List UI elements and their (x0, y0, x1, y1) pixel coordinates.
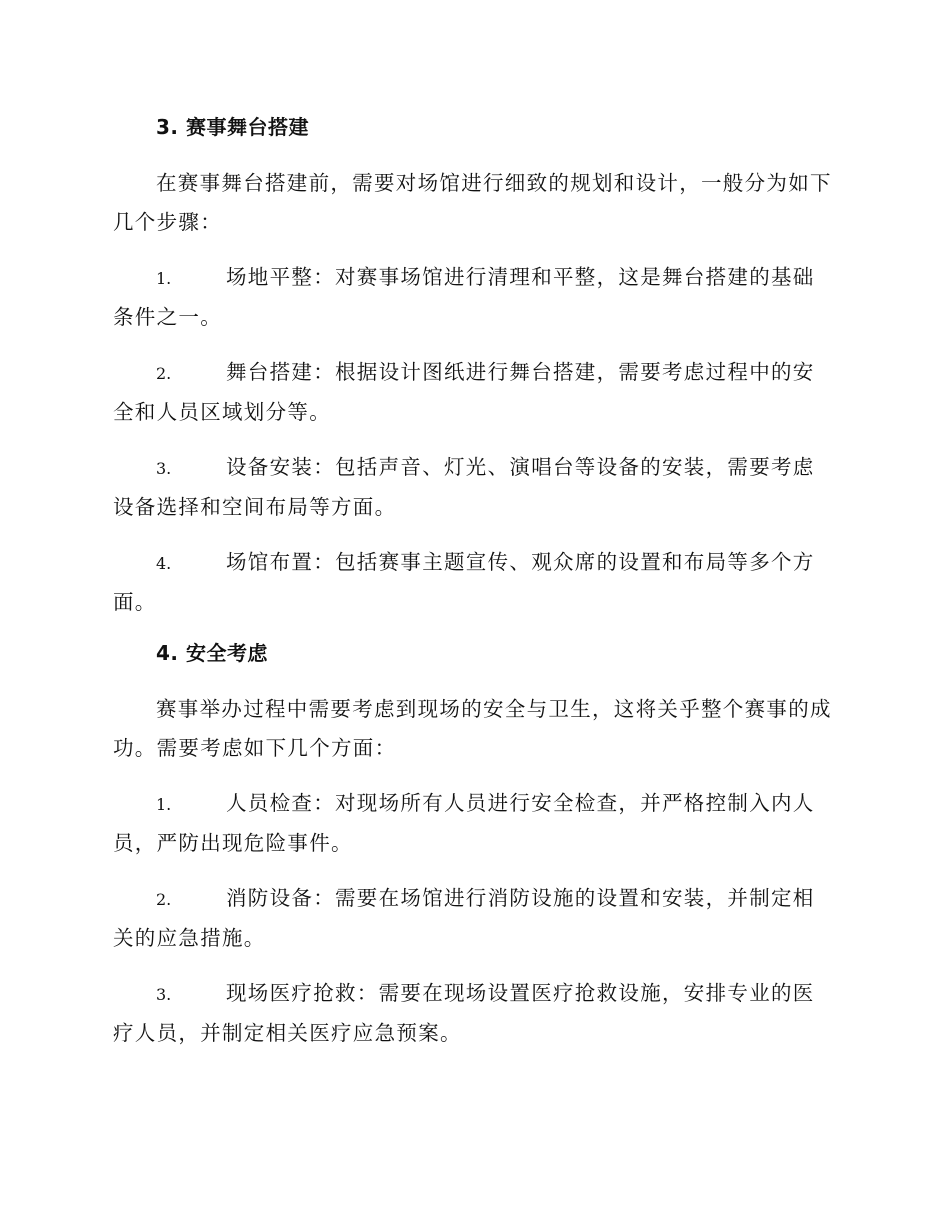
section-heading-stage-setup: 3. 赛事舞台搭建 (156, 115, 309, 139)
list-item (113, 784, 832, 863)
list-number: 3. (156, 459, 172, 478)
list-item-text: 场馆布置：包括赛事主题宣传、观众席的设置和布局等多个方面。 (113, 550, 815, 614)
list-item (113, 258, 832, 337)
list-item (113, 353, 832, 432)
list-number: 3. (156, 985, 172, 1004)
list-item-text: 舞台搭建：根据设计图纸进行舞台搭建，需要考虑过程中的安全和人员区域划分等。 (113, 360, 815, 424)
list-number: 2. (156, 890, 172, 909)
list-item (113, 543, 832, 622)
list-item (113, 974, 832, 1053)
list-number: 1. (156, 795, 172, 814)
list-item-text: 场地平整：对赛事场馆进行清理和平整，这是舞台搭建的基础条件之一。 (113, 265, 815, 329)
list-item-text: 设备安装：包括声音、灯光、演唱台等设备的安装，需要考虑设备选择和空间布局等方面。 (113, 455, 815, 519)
section-intro-safety: 赛事举办过程中需要考虑到现场的安全与卫生，这将关乎整个赛事的成功。需要考虑如下几个方面： (113, 697, 832, 760)
list-number: 1. (156, 269, 172, 288)
list-item (113, 448, 832, 527)
list-number: 4. (156, 554, 172, 573)
section-intro-stage-setup: 在赛事舞台搭建前，需要对场馆进行细致的规划和设计，一般分为如下几个步骤： (113, 171, 832, 234)
list-item-text: 人员检查：对现场所有人员进行安全检查，并严格控制入内人员，严防出现危险事件。 (113, 791, 815, 855)
list-item-text: 现场医疗抢救：需要在现场设置医疗抢救设施，安排专业的医疗人员，并制定相关医疗应急预案。 (113, 981, 815, 1045)
list-number: 2. (156, 364, 172, 383)
list-item-text: 消防设备：需要在场馆进行消防设施的设置和安装，并制定相关的应急措施。 (113, 886, 815, 950)
list-item (113, 879, 832, 958)
section-heading-safety: 4. 安全考虑 (156, 641, 268, 665)
